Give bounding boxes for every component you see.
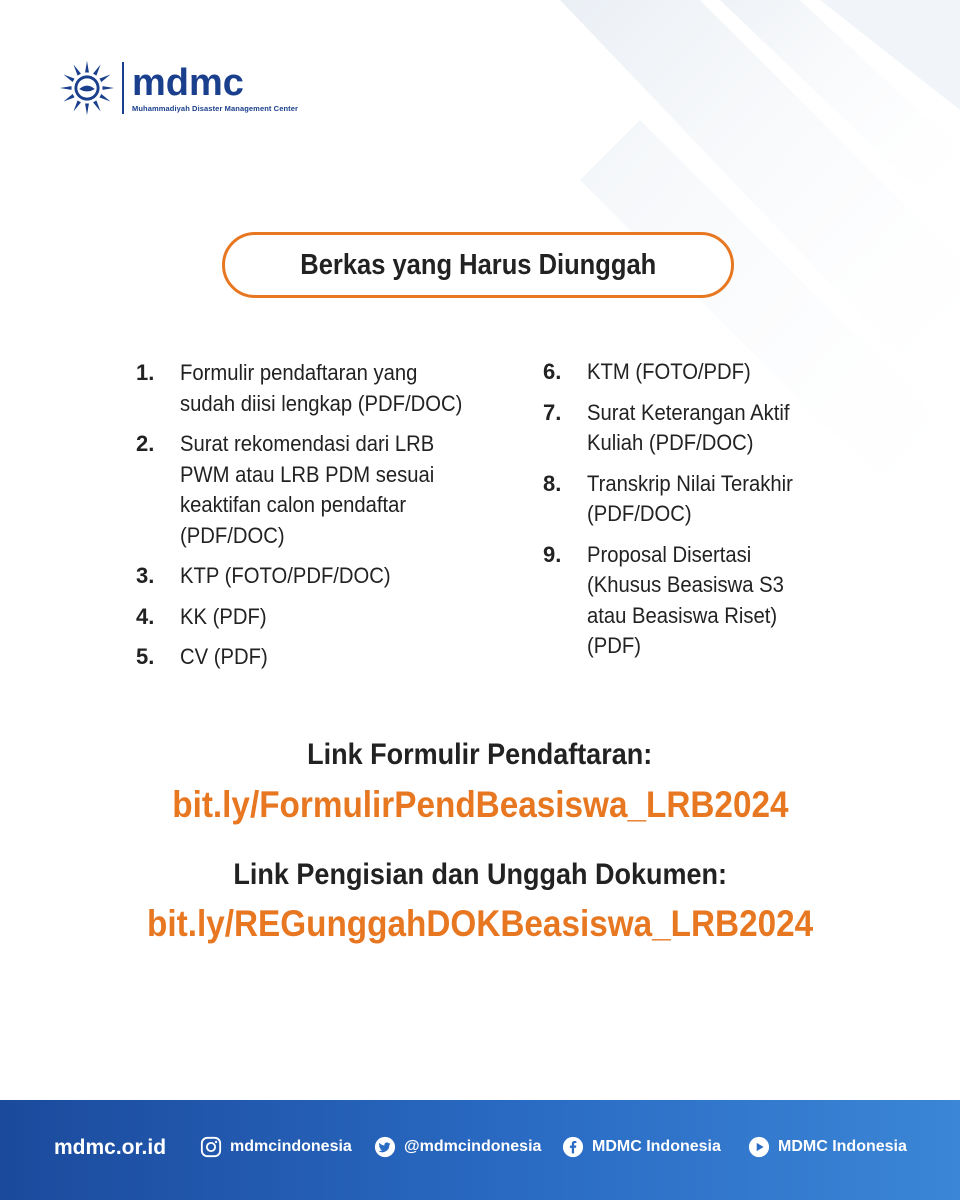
item-number: 1. — [136, 360, 155, 385]
item-number: 5. — [136, 644, 155, 669]
logo-subtitle: Muhammadiyah Disaster Management Center — [132, 103, 299, 113]
twitter-icon — [374, 1136, 396, 1158]
item-number: 6. — [543, 359, 562, 384]
facebook-icon — [562, 1136, 584, 1158]
item-text: KTM (FOTO/PDF) — [587, 359, 751, 384]
list-item — [136, 602, 506, 633]
item-number: 7. — [543, 399, 562, 425]
item-text: Proposal Disertasi (Khusus Beasiswa S3 atau Beasiswa Riset) (PDF) — [587, 541, 784, 658]
list-item — [543, 398, 843, 459]
social-instagram[interactable] — [200, 1136, 352, 1158]
item-text: Surat Keterangan Aktif Kuliah (PDF/DOC) — [587, 399, 790, 455]
form-link-label: Link Formulir Pendaftaran: — [307, 738, 653, 771]
list-item — [136, 429, 506, 551]
muhammadiyah-sun-icon — [58, 59, 116, 117]
item-number: 3. — [136, 563, 155, 588]
social-twitter[interactable] — [374, 1136, 541, 1158]
list-item — [136, 642, 506, 673]
list-item — [136, 358, 506, 419]
list-item — [543, 540, 843, 662]
section-title: Berkas yang Harus Diunggah — [300, 248, 656, 281]
item-text: KK (PDF) — [180, 603, 267, 629]
item-number: 4. — [136, 603, 155, 629]
website-link[interactable]: mdmc.or.id — [54, 1136, 167, 1159]
list-item — [543, 357, 843, 388]
item-number: 8. — [543, 470, 562, 496]
list-item — [543, 469, 843, 530]
item-number: 9. — [543, 541, 562, 567]
social-youtube[interactable] — [748, 1136, 907, 1158]
document-list-left — [136, 358, 506, 683]
upload-link-row — [0, 903, 960, 945]
logo-divider — [122, 62, 124, 114]
youtube-icon — [748, 1136, 770, 1158]
youtube-name: MDMC Indonesia — [778, 1138, 907, 1155]
item-text: Formulir pendaftaran yang sudah diisi lengkap (PDF/DOC) — [180, 360, 463, 416]
facebook-name: MDMC Indonesia — [592, 1138, 721, 1155]
item-text: Transkrip Nilai Terakhir (PDF/DOC) — [587, 470, 793, 526]
upload-link-url[interactable]: bit.ly/REGunggahDOKBeasiswa_LRB2024 — [146, 903, 814, 944]
item-text: Surat rekomendasi dari LRB PWM atau LRB PDM sesuai keaktifan calon pendaftar (PDF/DOC) — [180, 431, 435, 548]
form-link-label-row — [0, 738, 960, 772]
upload-link-label-row — [0, 858, 960, 892]
instagram-icon — [200, 1136, 222, 1158]
item-text: KTP (FOTO/PDF/DOC) — [180, 563, 391, 588]
document-list-right — [543, 357, 843, 672]
instagram-handle: mdmcindonesia — [230, 1138, 352, 1155]
item-number: 2. — [136, 431, 155, 456]
logo-wordmark: mdmc — [132, 61, 244, 104]
social-facebook[interactable] — [562, 1136, 721, 1158]
upload-link-label: Link Pengisian dan Unggah Dokumen: — [233, 858, 727, 891]
list-item — [136, 561, 506, 592]
footer-bar — [0, 1100, 960, 1200]
form-link-url[interactable]: bit.ly/FormulirPendBeasiswa_LRB2024 — [171, 784, 789, 825]
form-link-row — [0, 784, 960, 826]
mdmc-logo — [58, 60, 298, 116]
twitter-handle: @mdmcindonesia — [404, 1138, 542, 1155]
item-text: CV (PDF) — [180, 644, 268, 669]
section-title-pill — [222, 232, 734, 298]
